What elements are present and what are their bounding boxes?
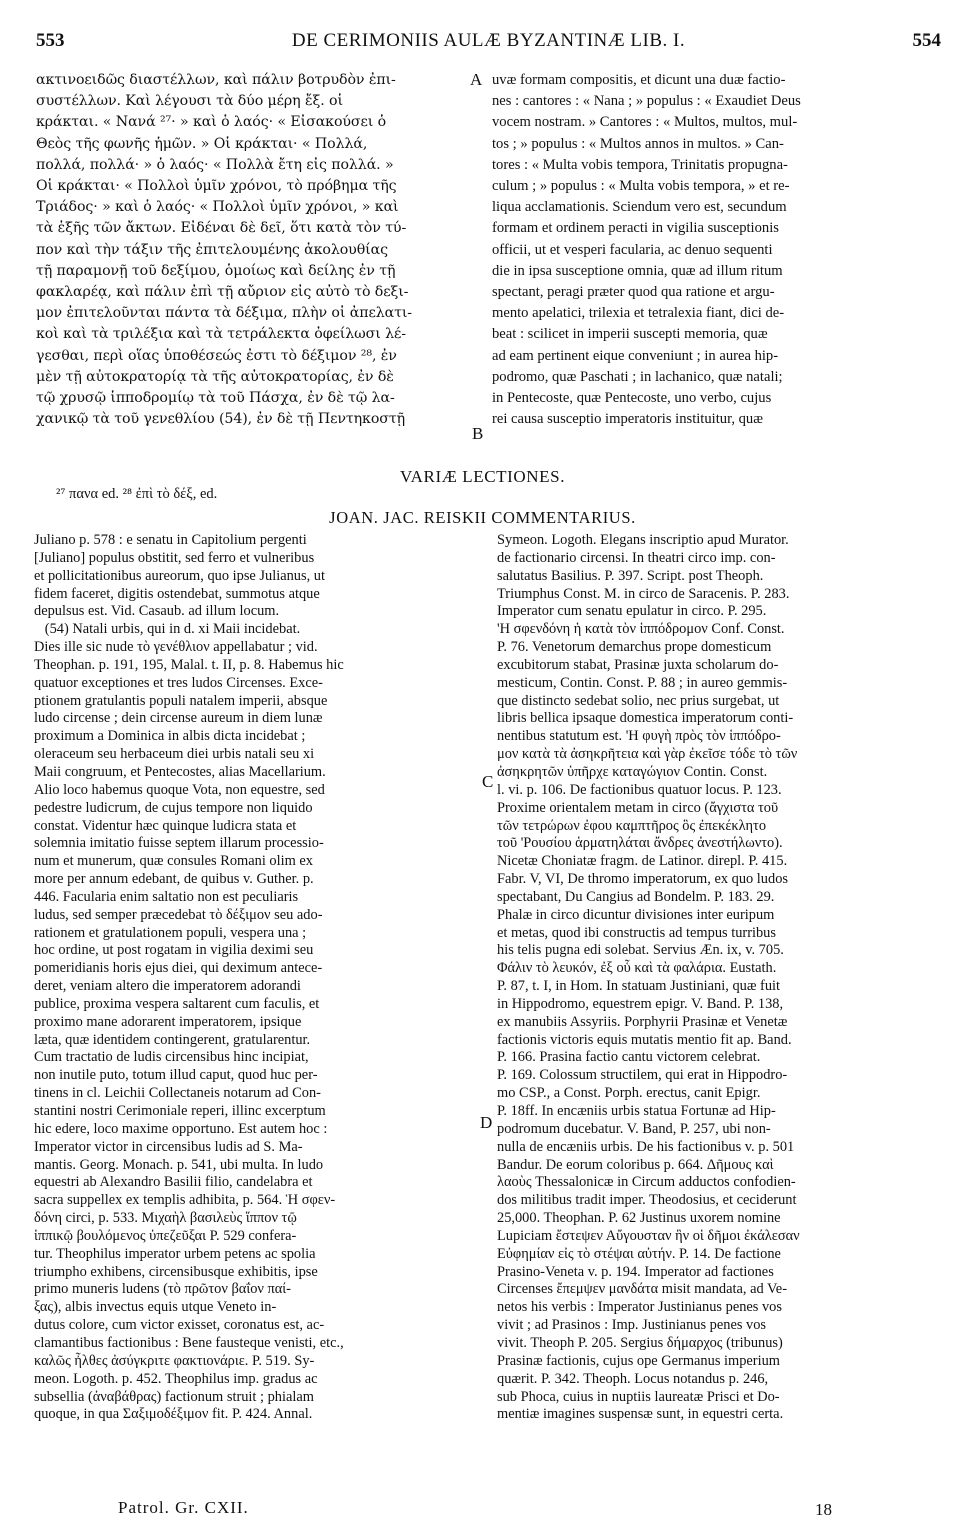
commentary-heading: JOAN. JAC. REISKII COMMENTARIUS. <box>329 508 636 527</box>
running-header <box>36 30 941 56</box>
variae-lectiones-note: ²⁷ πανα ed. ²⁸ ἐπὶ τὸ δέξ, ed. <box>56 486 218 502</box>
greek-text-column: ακτινοειδῶς διαστέλλων, καὶ πάλιν βοτρυδὸν ἐπι- συστέλλων. Καὶ λέγουσι τὰ δύο μέρη ἔξ. οἱ κράκται. « Νανά ²⁷· » καὶ ὁ λαός· « Εἰσακούσει ὁ Θεὸς τῆς φωνῆς ἡμῶν. » Οἱ κράκται· « Πολλά, πολλά, πολλά· » ὁ λαός· « Πολλὰ ἔτη εἰς πολλά. » Οἱ κράκται· « Πολλοὶ ὑμῖν χρόνοι, τὸ πρόβημα τῆς Τριάδος· » καὶ ὁ λαός· « Πολλοὶ ὑμῖν χρόνοι, » καὶ τὰ ἑξῆς τῶν ἄκτων. Εἰδέναι δὲ δεῖ, ὅτι κατὰ τὸν τύ- πον καὶ τὴν τάξιν τῆς ἐπιτελουμένης ἀκολουθίας τῇ παραμονῇ τοῦ δεξίμου, ὁμοίως καὶ δείλης ἐν τῇ φακλαρέᾳ, καὶ πάλιν ἐπὶ τῇ αὔριον εἰς αὐτὸ τὸ δεξι- μον ἐπιτελοῦνται πάντα τὰ δέξιμα, πλὴν οἱ ἀπελατι- κοὶ καὶ τὰ τριλέξια καὶ τὰ τετράλεκτα ὀφείλωσι λέ- γεσθαι, περὶ οἵας ὑποθέσεώς ἐστι τὸ δέξιμον ²⁸, ἐν μὲν τῇ αὐτοκρατορίᾳ τὰ τῆς αὐτοκρατορίας, ἐν δὲ τῷ χρυσῷ ἱπποδρομίῳ τὰ τοῦ Πάσχα, ἐν δὲ τῷ λα- χανικῷ τὰ τοῦ γενεθλίου (54), ἐν δὲ τῇ Πεντηκοστῇ <box>36 72 412 428</box>
commentary-right-column: Symeon. Logoth. Elegans inscriptio apud Murator. de factionario circensi. In theatri circo imp. con- salutatus Basilius. P. 397. Script. post Theoph. Triumphus Const. M. in circo de Saracenis. P. 283. Imperator cum senatu epulatur in circo. P. 295. 'Η σφενδόνη ἡ κατὰ τὸν ἱππόδρομον Conf. Const. P. 76. Venetorum demarchus prope domesticum excubitorum stabat, Prasinæ juxta scholarum do- mesticum, Contin. Const. P. 88 ; in aureo gemmis- que distincto sedebat solio, nec prius surgebat, ut libris bellica ipsaque domestica imperatorum conti- nentibus statutum est. 'Η φυγὴ πρὸς τὸν ἱππόδρο- μον κατὰ τὰ ἀσηκρῆτεια καὶ γὰρ ἐκεῖσε τόδε τὸ τῶν ἀσηκρητῶν ὑπῆρχε καταγώγιον Contin. Const. l. vi. p. 106. De factionibus quatuor locus. P. 123. Proxime orientalem metam in circo (ἄγχιστα τοῦ τῶν τετρώρων ἐφου καμπτῆρος ὃς ἐπεκέκλητο τοῦ 'Ρουσίου ἁρματηλάται ἄνδρες ἀνεστήλωντο). Nicetæ Choniatæ fragm. de Latinor. direpl. P. 415. Fabr. V, VI, De thromo imperatorum, ex quo ludos spectabant, Du Cangius ad Bondelm. P. 183. 29. Phalæ in circo dicuntur divisiones inter euripum et metas, quod ibi constructis ad tempus turribus his telis pugna edi solebat. Servius Æn. ix, v. 705. Φάλιν τὸ λευκόν, ἐξ οὗ καὶ τὰ φαλάρια. Eustath. P. 87, t. I, in Hom. In statuam Justiniani, quæ fuit in Hippodromo, equestrem epigr. V. Band. P. 138, ex manubiis Assyriis. Porphyrii Prasinæ et Venetæ factionis victoris equis mutatis mentio fit ap. Band. P. 166. Prasina factio cantu victorem celebrat. P. 169. Colossum structilem, qui erat in Hippodro- mo CSP., a Const. Porph. erectus, canit Epigr. P. 18ff. In encæniis urbis statua Fortunæ ad Hip- podromum ducebatur. V. Band, P. 257, ubi non- nulla de encæniis urbis. De his factionibus v. p. 501 Bandur. De eorum coloribus p. 664. Δῆμους καὶ λαοὺς Thessalonicæ in Circum adductos confodien- dos militibus tradit imper. Theodosius, et ceciderunt 25,000. Theophan. P. 62 Justinus uxorem nomine Lupiciam ἔστεψεν Αὔγουσταν ἣν οἱ δῆμοι ἐκάλεσαν Εὐφημίαν εἰς τὸ στέψαι αὐτήν. P. 14. De factione Prasino-Veneta v. p. 194. Imperator ad factiones Circenses ἔπεμψεν μανδάτα misit mandata, ad Ve- netos his verbis : Imperator Justinianus penes vos vivit ; ad Prasinos : Imp. Justinianus penes vos vivit. Theoph P. 205. Sergius δήμαρχος (tribunus) Prasinæ factionis, cujus ope Germanus imperium quærit. P. 342. Theoph. Locus notandus p. 246, sub Phoca, cuius in nuptiis laureatæ Prisci et Do- mentiæ imagines suspensæ sunt, in equestri certa. <box>497 532 800 1423</box>
margin-letter-b: B <box>472 424 484 443</box>
running-title: DE CERIMONIIS AULÆ BYZANTINÆ LIB. I. <box>291 30 686 51</box>
page-number-left: 553 <box>36 30 65 51</box>
latin-translation-column: uvæ formam compositis, et dicunt una duæ factio- nes : cantores : « Nana ; » populus : « Exaudiet Deus vocem nostram. » Cantores : « Multos, multos, mul- tos ; » populus : « Multos annos in multos. » Can- tores : « Multa vobis tempora, Trinitatis propugna- culum ; » populus : « Multa vobis tempora, » et re- liqua acclamationis. Sciendum vero est, secundum formam et ordinem peracti in vigilia susceptionis officii, ut et vesperi facularia, ac denuo sequenti die in ipsa susceptione omnia, quæ ad illum ritum spectant, peragi præter quod qua ratione et argu- mento apelatici, trilexia et tetralexia fiant, dici de- beat : scilicet in imperii suscepti memoria, quæ ad eam pertinent eique conveniunt ; in aurea hip- podromo, quæ Paschati ; in lachanico, quæ natali; in Pentecoste, quæ Pentecoste, uno verbo, cujus rei causa susceptio imperatoris instituitur, quæ <box>492 72 801 428</box>
commentary-left-column: Juliano p. 578 : e senatu in Capitolium pergenti [Juliano] populus obstitit, sed ferro et vulneribus et pollicitationibus aureorum, quo ipse Julianus, ut fidem faceret, digitis ostendebat, summotus atque depulsus est. Vid. Casaub. ad illum locum. (54) Natali urbis, qui in d. xi Maii incidebat. Dies ille sic nude τὸ γενέθλιον appellabatur ; vid. Theophan. p. 191, 195, Malal. t. II, p. 8. Habemus hic quatuor exceptiones et tres ludos Circenses. Exce- ptionem gratulantis populi natalem imperii, absque ludo circense ; dein circense aureum in diem lunæ proximum a Dominica in albis dicta incidebat ; oleraceum seu herbaceum diei urbis natali seu xi Maii congruum, et Pentecostes, alias Macellarium. Alio loco habemus quoque Vota, non equestre, sed pedestre ludicrum, de cujus tempore non liquido constat. Videntur hæc quinque ludicra stata et solemnia imitatio fuisse septem illarum processio- num et munerum, quæ consules Romani olim ex more per annum edebant, de quibus v. Guther. p. 446. Facularia enim saltatio non est peculiaris ludus, sed semper præcedebat τὸ δέξιμον seu ado- rationem et gratulationem populi, vespera una ; hoc ordine, ut post rogatam in vigilia deximi seu pomeridianis horis ejus diei, qui deximum antece- deret, veniam altero die imperatorem adorandi publice, proxima vespera saltarent cum faculis, et proximo mane adorarent imperatorem, ipsique læta, quæ identidem contingerent, gratularentur. Cum tractatio de ludis circensibus hinc incipiat, non inutile puto, totum illud caput, quod huc per- tinens in cl. Leichii Collectaneis notarum ad Con- stantini nostri Cerimoniale reperi, illinc excerptum hic edere, loco maxime opportuno. Est autem hoc : Imperator victor in circensibus ludis ad S. Ma- mantis. Georg. Monach. p. 541, ubi multa. In ludo equestri ab Alexandro Basilii filio, candelabra et sacra suppellex ex templis adhibita, p. 564. Ἡ σφεν- δόνη circi, p. 533. Μιχαὴλ βασιλεὺς ἵππον τῷ ἱππικῷ βουλόμενος ὑπεζεῦξαι P. 529 confera- tur. Theophilus imperator urbem petens ac spolia triumpho exhibens, circensibusque exhibitis, ipse primo muneris ludens (τὸ πρῶτον βαΐον παί- ξας), albis invectus equis utque Veneto in- dutus colore, cum victor exisset, coronatus est, ac- clamantibus factionibus : Bene fausteque venisti, etc., καλῶς ἦλθες ἀσύγκριτε φακτιονάριε. P. 519. Sy- meon. Logoth. p. 452. Theophilus imp. gradus ac subsellia (ἀναβάθρας) factionum struit ; phialam quoque, in qua Σαξιμοδέξιμον fit. P. 424. Annal. <box>34 532 344 1423</box>
margin-letter-a: A <box>470 70 483 89</box>
variae-lectiones-heading: VARIÆ LECTIONES. <box>399 467 566 486</box>
margin-letter-c: C <box>482 772 494 791</box>
footer-signature: Patrol. Gr. CXII. <box>118 1498 249 1517</box>
footer-sheet-number: 18 <box>815 1500 832 1519</box>
page-number-right: 554 <box>912 30 941 51</box>
margin-letter-d: D <box>480 1113 493 1132</box>
